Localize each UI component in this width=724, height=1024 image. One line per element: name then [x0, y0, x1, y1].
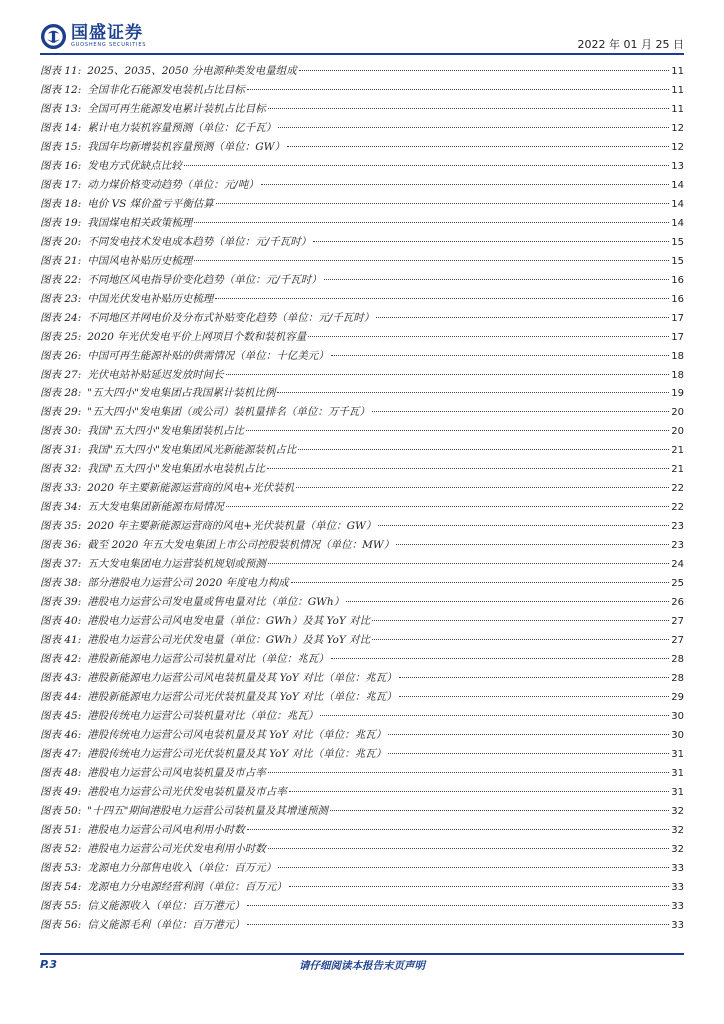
toc-figure-label: 图表 39:: [40, 596, 82, 609]
toc-page-number: 14: [671, 217, 684, 229]
toc-figure-title: 港股电力运营公司光伏发电装机量及市占率: [87, 785, 287, 798]
toc-figure-title: 港股新能源电力运营公司装机量对比（单位：兆瓦）: [87, 653, 329, 666]
toc-page-number: 12: [671, 122, 684, 134]
toc-page-number: 17: [671, 312, 684, 324]
toc-figure-label: 图表 15:: [40, 140, 82, 153]
page-header: [0, 0, 724, 60]
toc-figure-title: 港股传统电力运营公司风电装机量及其 YoY 对比（单位：兆瓦）: [87, 728, 387, 741]
toc-entry[interactable]: [40, 612, 684, 631]
toc-entry[interactable]: [40, 441, 684, 460]
toc-figure-label: 图表 31:: [40, 444, 82, 457]
toc-page-number: 15: [671, 236, 684, 248]
toc-page-number: 16: [671, 293, 684, 305]
toc-entry[interactable]: [40, 347, 684, 366]
header-divider: [40, 53, 684, 55]
toc-figure-title: 我国"五大四小"发电集团水电装机占比: [87, 463, 265, 476]
toc-figure-label: 图表 42:: [40, 653, 82, 666]
toc-entry[interactable]: [40, 81, 684, 100]
toc-figure-label: 图表 17:: [40, 178, 82, 191]
toc-figure-label: 图表 56:: [40, 918, 82, 931]
toc-figure-label: 图表 47:: [40, 747, 82, 760]
toc-entry[interactable]: [40, 252, 684, 271]
toc-figure-title: 不同发电技术发电成本趋势（单位：元/千瓦时）: [87, 235, 312, 248]
toc-dot-leader: [277, 392, 669, 393]
toc-figure-title: 港股电力运营公司光伏发电量（单位：GWh）及其 YoY 对比: [87, 634, 371, 647]
toc-entry[interactable]: [40, 707, 684, 726]
toc-figure-label: 图表 49:: [40, 785, 82, 798]
toc-figure-label: 图表 38:: [40, 577, 82, 590]
toc-page-number: 29: [671, 691, 684, 703]
toc-figure-label: 图表 21:: [40, 254, 82, 267]
toc-entry[interactable]: [40, 422, 684, 441]
toc-figure-label: 图表 53:: [40, 861, 82, 874]
toc-dot-leader: [278, 127, 669, 128]
toc-figure-title: 电价 VS 煤价盈亏平衡估算: [87, 197, 214, 210]
toc-entry[interactable]: [40, 878, 684, 897]
toc-dot-leader: [289, 886, 670, 887]
toc-entry[interactable]: [40, 119, 684, 138]
toc-figure-label: 图表 44:: [40, 690, 82, 703]
toc-figure-label: 图表 24:: [40, 311, 82, 324]
toc-entry[interactable]: [40, 157, 684, 176]
toc-figure-title: 港股电力运营公司光伏发电利用小时数: [87, 842, 266, 855]
toc-dot-leader: [247, 905, 670, 906]
toc-page-number: 30: [671, 710, 684, 722]
toc-dot-leader: [194, 260, 669, 261]
toc-page-number: 33: [671, 881, 684, 893]
toc-page-number: 18: [671, 350, 684, 362]
toc-figure-title: 中国光伏发电补贴历史梳理: [87, 292, 214, 305]
toc-figure-label: 图表 20:: [40, 235, 82, 248]
toc-page-number: 14: [671, 198, 684, 210]
toc-entry[interactable]: [40, 859, 684, 878]
toc-dot-leader: [372, 411, 669, 412]
toc-figure-label: 图表 37:: [40, 558, 82, 571]
toc-page-number: 21: [671, 445, 684, 457]
toc-entry[interactable]: [40, 821, 684, 840]
toc-figure-title: 动力煤价格变动趋势（单位：元/吨）: [87, 178, 259, 191]
toc-figure-title: 港股电力运营公司风电利用小时数: [87, 823, 245, 836]
toc-page-number: 31: [671, 786, 684, 798]
toc-dot-leader: [396, 544, 669, 545]
toc-page-number: 17: [671, 331, 684, 343]
toc-page-number: 22: [671, 483, 684, 495]
toc-entry[interactable]: [40, 233, 684, 252]
toc-page-number: 20: [671, 426, 684, 438]
toc-figure-label: 图表 55:: [40, 899, 82, 912]
toc-figure-title: 全国可再生能源发电累计装机占比目标: [87, 102, 266, 115]
toc-figure-title: 累计电力装机容量预测（单位：亿千瓦）: [87, 121, 277, 134]
toc-dot-leader: [261, 184, 669, 185]
toc-page-number: 28: [671, 654, 684, 666]
toc-figure-label: 图表 40:: [40, 615, 82, 628]
toc-page-number: 11: [671, 66, 684, 77]
toc-figure-title: "五大四小"发电集团占我国累计装机比例: [87, 387, 276, 400]
toc-figure-title: 中国可再生能源补贴的供需情况（单位：十亿美元）: [87, 349, 329, 362]
toc-figure-title: 港股传统电力运营公司光伏装机量及其 YoY 对比（单位：兆瓦）: [87, 747, 387, 760]
toc-figure-label: 图表 23:: [40, 292, 82, 305]
toc-entry[interactable]: [40, 536, 684, 555]
toc-figure-title: 我国年均新增装机容量预测（单位：GW）: [87, 140, 285, 153]
toc-entry[interactable]: [40, 403, 684, 422]
toc-figure-title: 2020 年主要新能源运营商的风电+光伏装机: [87, 482, 295, 495]
toc-figure-title: 2020 年主要新能源运营商的风电+光伏装机量（单位：GW）: [87, 520, 377, 533]
toc-entry[interactable]: [40, 650, 684, 669]
figure-table-of-contents: [40, 62, 684, 935]
report-date: 2022 年 01 月 25 日: [577, 38, 684, 51]
toc-dot-leader: [226, 374, 670, 375]
toc-page-number: 32: [671, 843, 684, 855]
toc-figure-label: 图表 43:: [40, 672, 82, 684]
toc-figure-label: 图表 27:: [40, 368, 82, 381]
toc-dot-leader: [216, 203, 670, 204]
toc-page-number: 27: [671, 635, 684, 647]
toc-page-number: 26: [671, 597, 684, 609]
toc-dot-leader: [246, 430, 669, 431]
toc-entry[interactable]: [40, 271, 684, 290]
toc-figure-title: 中国风电补贴历史梳理: [87, 254, 193, 267]
toc-figure-label: 图表 13:: [40, 102, 82, 115]
toc-dot-leader: [299, 70, 670, 71]
toc-entry[interactable]: [40, 309, 684, 328]
toc-page-number: 11: [671, 84, 684, 96]
logo-text: 国盛证券: [71, 22, 143, 43]
toc-dot-leader: [388, 753, 669, 754]
toc-page-number: 28: [671, 673, 684, 684]
toc-figure-title: 我国煤电相关政策梳理: [87, 216, 193, 229]
toc-page-number: 23: [671, 521, 684, 533]
toc-page-number: 20: [671, 407, 684, 419]
toc-entry[interactable]: [40, 517, 684, 536]
toc-dot-leader: [320, 715, 669, 716]
toc-dot-leader: [268, 848, 670, 849]
toc-dot-leader: [399, 677, 670, 678]
toc-dot-leader: [215, 298, 669, 299]
toc-figure-title: 龙源电力分电源经营利润（单位：百万元）: [87, 880, 287, 893]
toc-figure-title: 港股新能源电力运营公司光伏装机量及其 YoY 对比（单位：兆瓦）: [87, 690, 397, 703]
toc-figure-title: 我国"五大四小"发电集团风光新能源装机占比: [87, 444, 297, 457]
toc-dot-leader: [268, 563, 670, 564]
toc-dot-leader: [346, 601, 669, 602]
toc-figure-label: 图表 36:: [40, 539, 82, 552]
logo-subtext: GUOSHENG SECURITIES: [71, 41, 147, 48]
toc-page-number: 25: [671, 578, 684, 590]
toc-entry[interactable]: [40, 214, 684, 233]
toc-figure-title: 截至 2020 年五大发电集团上市公司控股装机情况（单位：MW）: [87, 539, 395, 552]
toc-entry[interactable]: [40, 498, 684, 517]
toc-dot-leader: [287, 146, 669, 147]
toc-figure-label: 图表 30:: [40, 425, 82, 438]
toc-figure-label: 图表 51:: [40, 823, 82, 836]
toc-page-number: 22: [671, 502, 684, 514]
toc-entry[interactable]: [40, 100, 684, 119]
toc-page-number: 32: [671, 805, 684, 817]
toc-page-number: 13: [671, 160, 684, 172]
toc-entry[interactable]: [40, 479, 684, 498]
footer-divider: [40, 953, 684, 955]
toc-entry[interactable]: [40, 290, 684, 309]
toc-figure-label: 图表 12:: [40, 83, 82, 96]
toc-dot-leader: [247, 924, 670, 925]
toc-figure-title: "十四五"期间港股电力运营公司装机量及其增速预测: [87, 804, 328, 817]
toc-page-number: 11: [671, 103, 684, 115]
toc-page-number: 30: [671, 729, 684, 741]
toc-entry[interactable]: [40, 783, 684, 802]
toc-entry[interactable]: [40, 62, 684, 81]
toc-page-number: 31: [671, 767, 684, 779]
toc-dot-leader: [247, 829, 670, 830]
toc-entry[interactable]: [40, 460, 684, 479]
toc-figure-title: 五大发电集团电力运营装机规划或预测: [87, 558, 266, 571]
toc-page-number: 14: [671, 179, 684, 191]
toc-page-number: 33: [671, 900, 684, 912]
toc-dot-leader: [226, 506, 670, 507]
toc-dot-leader: [324, 279, 669, 280]
toc-dot-leader: [378, 525, 669, 526]
toc-figure-title: 2025、2035、2050 分电源种类发电量组成: [87, 65, 297, 77]
toc-dot-leader: [268, 108, 670, 109]
toc-entry[interactable]: [40, 366, 684, 385]
toc-figure-label: 图表 25:: [40, 330, 82, 343]
toc-figure-label: 图表 11:: [40, 65, 82, 77]
toc-figure-title: 2020 年光伏发电平价上网项目个数和装机容量: [87, 330, 307, 343]
toc-entry[interactable]: [40, 631, 684, 650]
toc-dot-leader: [399, 696, 670, 697]
toc-figure-label: 图表 29:: [40, 406, 82, 419]
toc-entry[interactable]: [40, 328, 684, 347]
toc-dot-leader: [291, 582, 670, 583]
toc-page-number: 21: [671, 464, 684, 476]
toc-page-number: 16: [671, 274, 684, 286]
toc-figure-title: 港股电力运营公司风电发电量（单位：GWh）及其 YoY 对比: [87, 615, 371, 628]
toc-figure-label: 图表 48:: [40, 766, 82, 779]
toc-figure-title: 发电方式优缺点比较: [87, 159, 182, 172]
toc-figure-label: 图表 19:: [40, 216, 82, 229]
toc-figure-title: 不同地区并网电价及分布式补贴变化趋势（单位：元/千瓦时）: [87, 311, 375, 324]
toc-figure-label: 图表 45:: [40, 709, 82, 722]
toc-dot-leader: [308, 336, 669, 337]
toc-page-number: 23: [671, 540, 684, 552]
logo-mark-icon: [40, 23, 67, 50]
toc-figure-label: 图表 46:: [40, 728, 82, 741]
toc-entry[interactable]: [40, 176, 684, 195]
toc-dot-leader: [376, 317, 669, 318]
toc-entry[interactable]: [40, 593, 684, 612]
toc-page-number: 32: [671, 824, 684, 836]
toc-figure-label: 图表 52:: [40, 842, 82, 855]
toc-figure-title: 港股电力运营公司发电量或售电量对比（单位：GWh）: [87, 596, 345, 609]
company-logo: [40, 22, 146, 50]
toc-figure-title: 部分港股电力运营公司 2020 年度电力构成: [87, 577, 289, 590]
toc-figure-label: 图表 41:: [40, 634, 82, 647]
toc-dot-leader: [267, 468, 669, 469]
toc-page-number: 24: [671, 559, 684, 571]
toc-dot-leader: [194, 222, 669, 223]
toc-entry[interactable]: [40, 574, 684, 593]
toc-figure-title: 五大发电集团新能源布局情况: [87, 501, 224, 514]
toc-page-number: 15: [671, 255, 684, 267]
toc-figure-label: 图表 34:: [40, 501, 82, 514]
toc-page-number: 12: [671, 141, 684, 153]
toc-dot-leader: [278, 867, 669, 868]
toc-entry[interactable]: [40, 764, 684, 783]
toc-figure-label: 图表 22:: [40, 273, 82, 286]
toc-page-number: 33: [671, 862, 684, 874]
toc-dot-leader: [313, 241, 669, 242]
toc-dot-leader: [330, 810, 669, 811]
toc-figure-label: 图表 18:: [40, 197, 82, 210]
toc-figure-label: 图表 14:: [40, 121, 82, 134]
toc-page-number: 31: [671, 748, 684, 760]
toc-entry[interactable]: [40, 840, 684, 859]
toc-figure-title: 全国非化石能源发电装机占比目标: [87, 83, 245, 96]
page-number: P.3: [40, 958, 58, 971]
toc-figure-title: 不同地区风电指导价变化趋势（单位：元/千瓦时）: [87, 273, 322, 286]
toc-figure-title: 港股新能源电力运营公司风电装机量及其 YoY 对比（单位：兆瓦）: [87, 672, 397, 684]
toc-page-number: 19: [671, 388, 684, 400]
toc-dot-leader: [372, 620, 669, 621]
toc-dot-leader: [372, 639, 669, 640]
toc-dot-leader: [184, 165, 670, 166]
toc-dot-leader: [289, 791, 670, 792]
toc-dot-leader: [331, 355, 670, 356]
toc-figure-title: 港股传统电力运营公司装机量对比（单位：兆瓦）: [87, 709, 319, 722]
toc-entry[interactable]: [40, 897, 684, 916]
toc-entry[interactable]: [40, 555, 684, 574]
toc-entry[interactable]: [40, 726, 684, 745]
toc-dot-leader: [247, 89, 670, 90]
toc-entry[interactable]: [40, 916, 684, 935]
toc-page-number: 27: [671, 616, 684, 628]
toc-entry[interactable]: [40, 669, 684, 688]
toc-figure-title: 龙源电力分部售电收入（单位：百万元）: [87, 861, 277, 874]
toc-figure-title: "五大四小"发电集团（或公司）装机量排名（单位：万千瓦）: [87, 406, 370, 419]
toc-figure-label: 图表 26:: [40, 349, 82, 362]
toc-entry[interactable]: [40, 688, 684, 707]
footer-disclaimer: 请仔细阅读本报告末页声明: [299, 960, 425, 972]
toc-figure-label: 图表 32:: [40, 463, 82, 476]
toc-dot-leader: [296, 487, 669, 488]
toc-page-number: 18: [671, 369, 684, 381]
toc-entry[interactable]: [40, 802, 684, 821]
toc-dot-leader: [331, 658, 670, 659]
toc-figure-label: 图表 54:: [40, 880, 82, 893]
toc-entry[interactable]: [40, 138, 684, 157]
toc-figure-label: 图表 35:: [40, 520, 82, 533]
toc-figure-title: 信义能源毛利（单位：百万港元）: [87, 918, 245, 931]
toc-dot-leader: [298, 449, 669, 450]
toc-figure-title: 信义能源收入（单位：百万港元）: [87, 899, 245, 912]
toc-figure-title: 我国"五大四小"发电集团装机占比: [87, 425, 244, 438]
toc-entry[interactable]: [40, 384, 684, 403]
toc-dot-leader: [268, 772, 670, 773]
toc-page-number: 33: [671, 919, 684, 931]
toc-entry[interactable]: [40, 745, 684, 764]
toc-figure-label: 图表 28:: [40, 387, 82, 400]
toc-figure-label: 图表 16:: [40, 159, 82, 172]
toc-figure-label: 图表 33:: [40, 482, 82, 495]
toc-figure-title: 光伏电站补贴延迟发放时间长: [87, 368, 224, 381]
toc-figure-title: 港股电力运营公司风电装机量及市占率: [87, 766, 266, 779]
toc-figure-label: 图表 50:: [40, 804, 82, 817]
toc-entry[interactable]: [40, 195, 684, 214]
toc-dot-leader: [388, 734, 669, 735]
